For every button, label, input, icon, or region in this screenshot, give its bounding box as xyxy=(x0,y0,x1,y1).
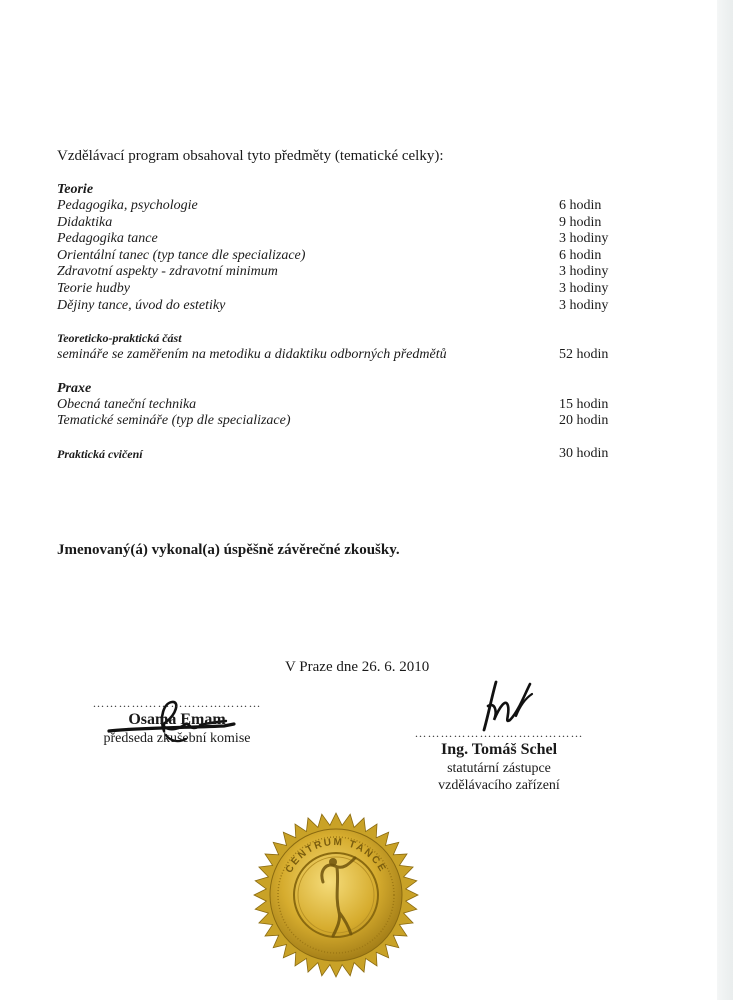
subject-name: Orientální tanec (typ tance dle specializace) xyxy=(57,247,306,263)
signatory-role: předseda zkušební komise xyxy=(103,731,251,746)
subject-row-prakticka xyxy=(57,446,617,463)
section-gap xyxy=(57,430,617,446)
result-sentence: Jmenovaný(á) vykonal(a) úspěšně závěrečné zkoušky. xyxy=(57,542,400,558)
section-title-praxe: Praxe xyxy=(57,380,92,396)
subject-name: Pedagogika tance xyxy=(57,231,158,247)
section-title-teorie: Teorie xyxy=(57,182,94,197)
subject-name: Dějiny tance, úvod do estetiky xyxy=(57,297,226,313)
subject-row xyxy=(57,281,617,298)
subject-hours: 9 hodin xyxy=(559,214,602,230)
subject-row xyxy=(57,248,617,265)
subject-row xyxy=(57,231,617,248)
section-title-prakticka: Praktická cvičení xyxy=(57,446,143,461)
subjects-list xyxy=(57,181,617,463)
subject-row xyxy=(57,347,617,364)
subject-hours: 52 hodin xyxy=(559,347,609,363)
subject-hours: 3 hodiny xyxy=(559,297,609,313)
subject-row xyxy=(57,264,617,281)
section-gap xyxy=(57,314,617,330)
signatory-name: Ing. Tomáš Schel xyxy=(440,741,558,758)
subject-row xyxy=(57,413,617,430)
subject-row xyxy=(57,215,617,232)
subject-hours: 6 hodin xyxy=(559,247,602,263)
section-title-teoreticko: Teoreticko-praktická část xyxy=(57,331,182,346)
subject-name: Pedagogika, psychologie xyxy=(57,198,198,213)
subject-hours: 3 hodiny xyxy=(559,231,609,247)
subject-name: Tematické semináře (typ dle specializace) xyxy=(57,413,291,429)
signature-left xyxy=(92,696,262,747)
subject-hours: 3 hodiny xyxy=(559,280,609,296)
subject-hours: 20 hodin xyxy=(559,413,609,429)
subject-hours: 3 hodiny xyxy=(559,264,609,280)
intro-text: Vzdělávací program obsahoval tyto předměty (tematické celky): xyxy=(57,148,444,164)
signature-line: ………………………………… xyxy=(414,726,584,740)
signature-line: ………………………………… xyxy=(92,696,262,710)
seal-text: CENTRUM TANCE xyxy=(283,836,389,876)
signatory-role-line2: vzdělávacího zařízení xyxy=(438,778,560,793)
subject-name: Didaktika xyxy=(57,214,113,230)
gold-seal xyxy=(253,812,419,978)
page-edge xyxy=(717,0,733,1000)
subject-name: semináře se zaměřením na metodiku a didaktiku odborných předmětů xyxy=(57,347,447,363)
section-gap xyxy=(57,364,617,380)
subject-name: Zdravotní aspekty - zdravotní minimum xyxy=(57,264,278,280)
signature-right xyxy=(410,676,588,794)
subject-hours: 30 hodin xyxy=(559,445,609,461)
signatory-role-line1: statutární zástupce xyxy=(447,761,551,776)
place-date: V Praze dne 26. 6. 2010 xyxy=(285,659,430,675)
subject-hours: 15 hodin xyxy=(559,396,609,412)
subject-hours: 6 hodin xyxy=(559,198,602,213)
subject-name: Teorie hudby xyxy=(57,280,130,296)
subject-row xyxy=(57,198,617,215)
subject-row xyxy=(57,397,617,414)
signatory-name: Osama Emam xyxy=(128,711,226,728)
subject-name: Obecná taneční technika xyxy=(57,396,197,412)
subject-row xyxy=(57,298,617,315)
